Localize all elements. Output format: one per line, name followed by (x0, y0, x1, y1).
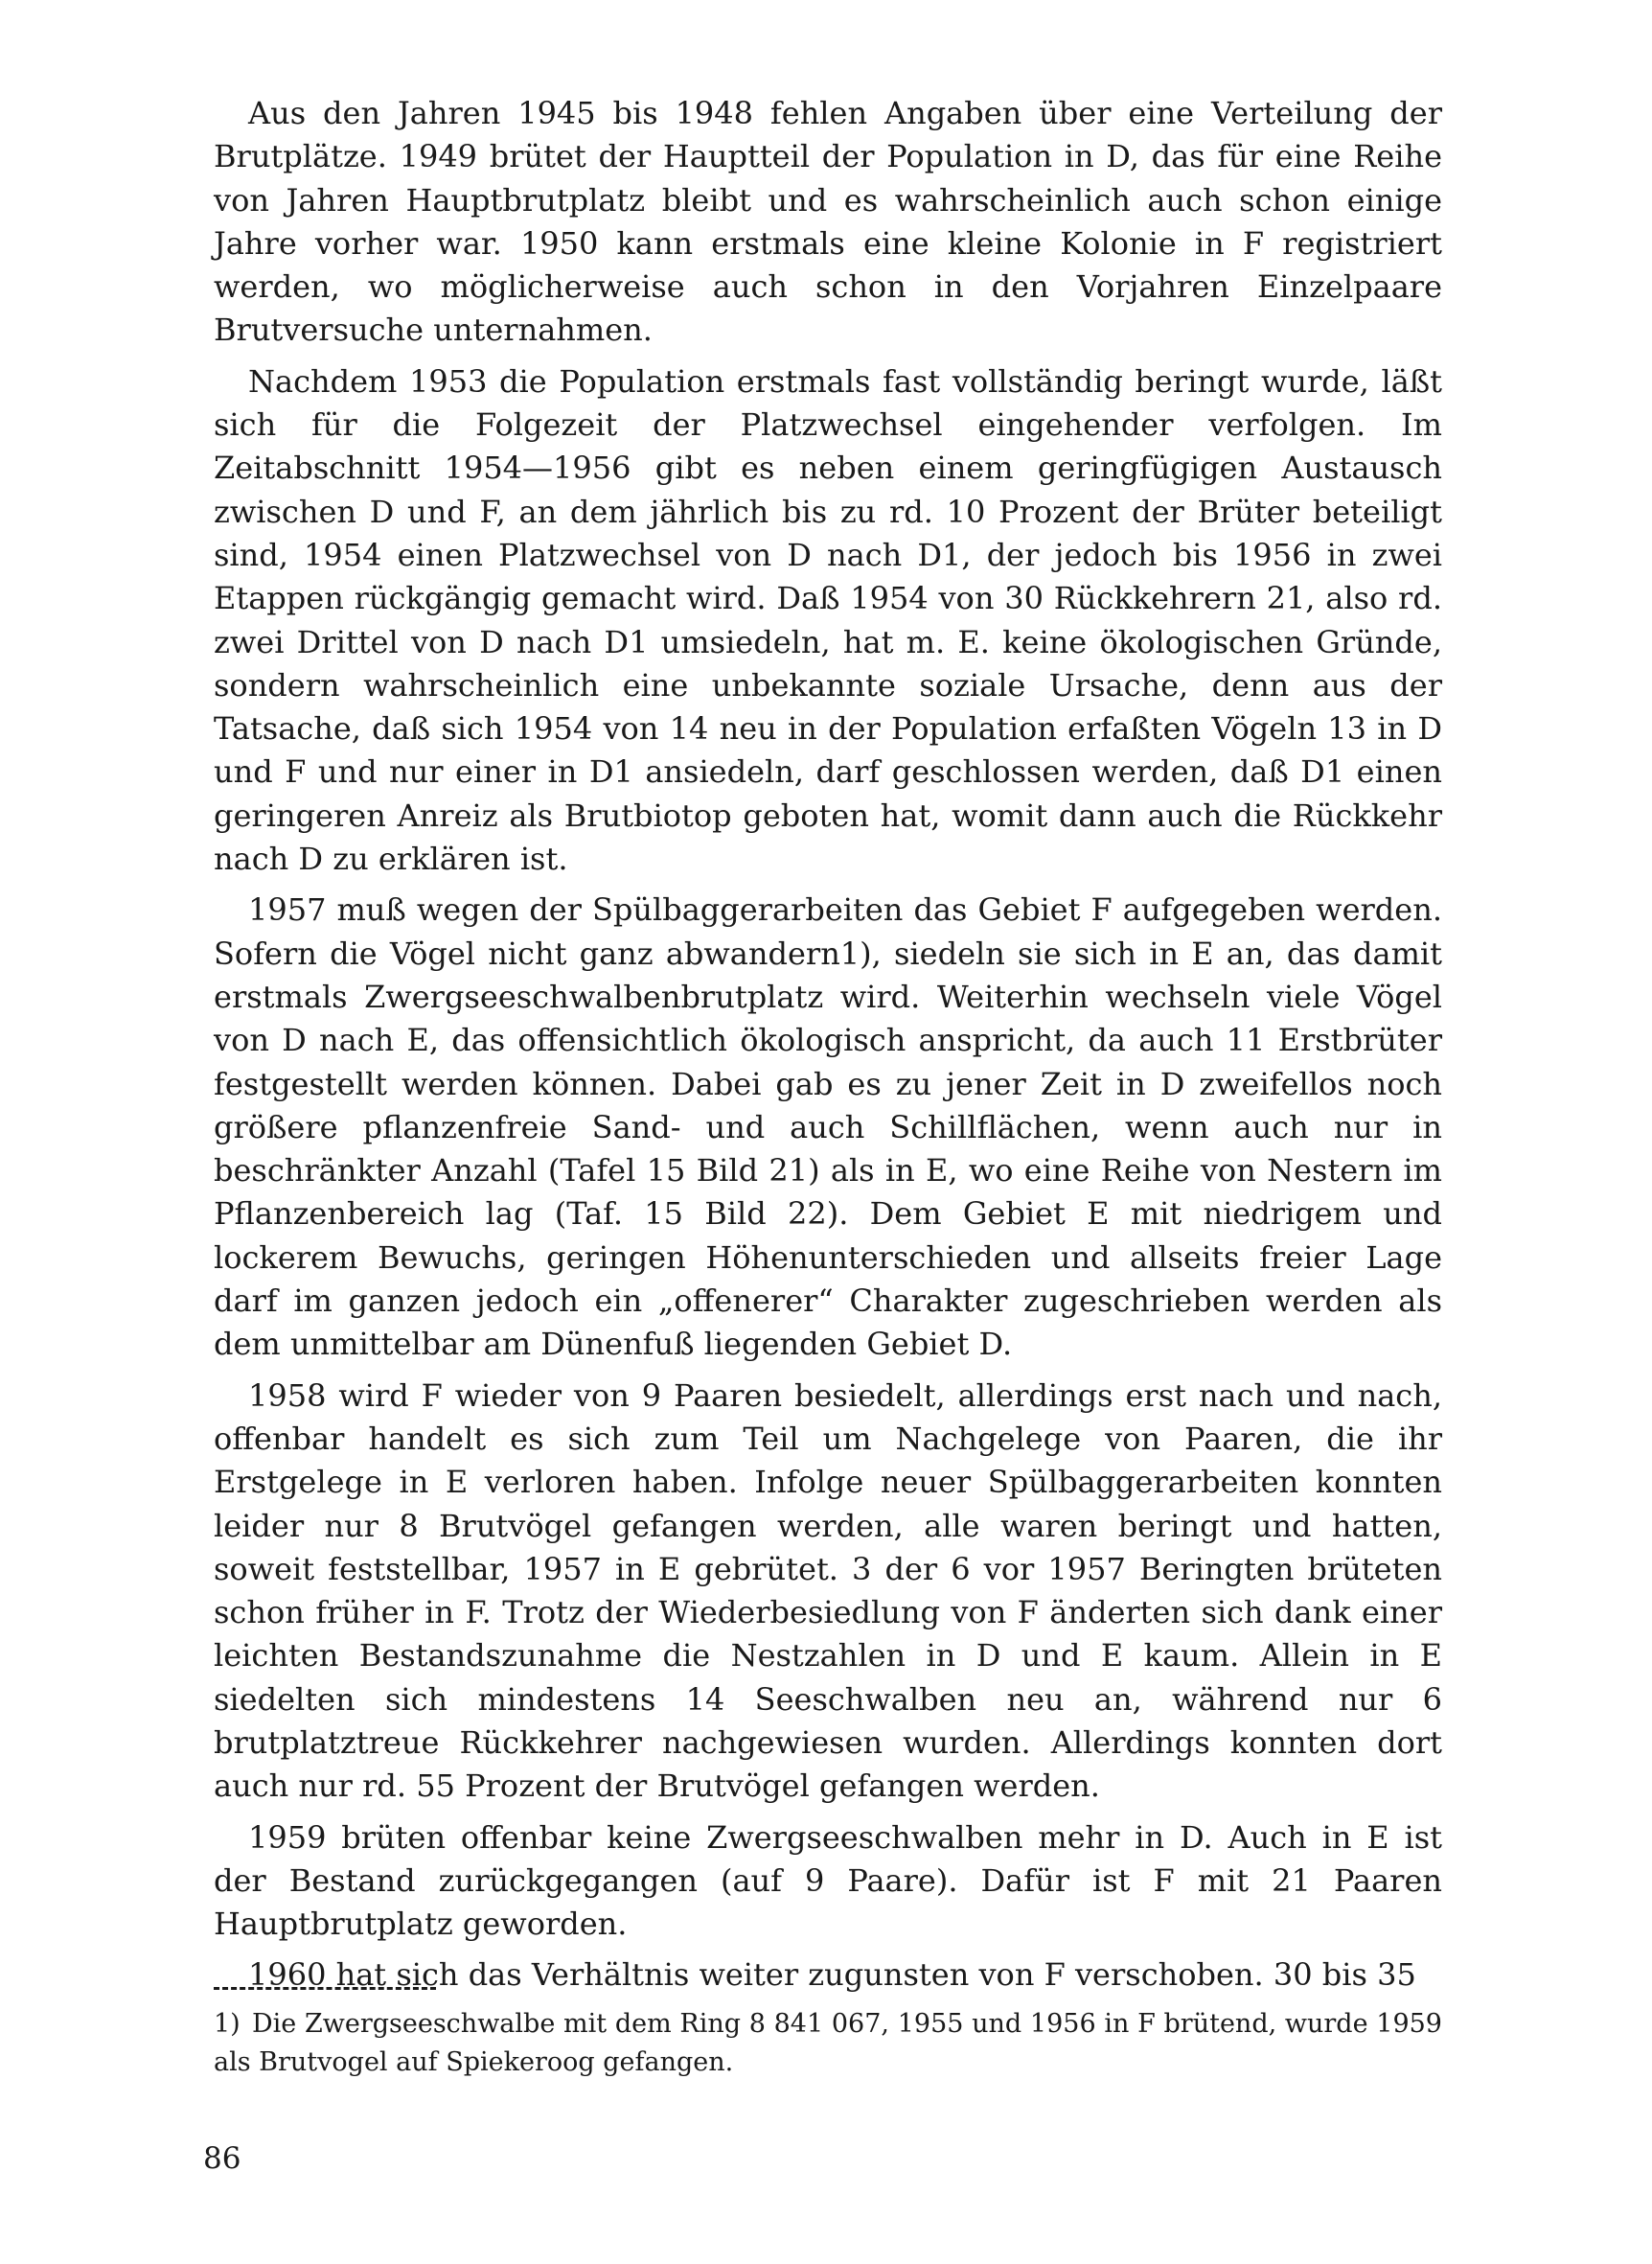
paragraph-3: 1957 muß wegen der Spülbaggerarbeiten das Gebiet F aufgegeben werden. Sofern die Vögel nicht ganz abwandern1), siedeln sie sich in E an, das damit erstmals Zwergseeschwalbenbrutplatz wird. Weiterhin wechseln viele Vögel von D nach E, das offensichtlich ökologisch anspricht, da auch 11 Erstbrüter festgestellt werden können. Dabei gab es zu jener Zeit in D zweifellos noch größere pflanzenfreie Sand- und auch Schillflächen, wenn auch nur in beschränkter Anzahl (Tafel 15 Bild 21) als in E, wo eine Reihe von Nestern im Pflanzenbereich lag (Taf. 15 Bild 22). Dem Gebiet E mit niedrigem und lockerem Bewuchs, geringen Höhenunterschieden und allseits freier Lage darf im ganzen jedoch ein „offenerer“ Charakter zugeschrieben werden als dem unmittelbar am Dünenfuß liegenden Gebiet D. (214, 891, 1442, 1363)
body-text (214, 92, 1442, 1998)
paragraph-1: Aus den Jahren 1945 bis 1948 fehlen Angaben über eine Verteilung der Brutplätze. 1949 brütet der Hauptteil der Population in D, das für eine Reihe von Jahren Hauptbrutplatz bleibt und es wahrscheinlich auch schon einige Jahre vorher war. 1950 kann erstmals eine kleine Kolonie in F registriert werden, wo möglicherweise auch schon in den Vorjahren Einzelpaare Brutversuche unternahmen. (214, 95, 1442, 349)
footnote-separator (214, 1987, 436, 1990)
paragraph-4: 1958 wird F wieder von 9 Paaren besiedelt, allerdings erst nach und nach, offenbar handelt es sich zum Teil um Nachgelege von Paaren, die ihr Erstgelege in E verloren haben. Infolge neuer Spülbaggerarbeiten konnten leider nur 8 Brutvögel gefangen werden, alle waren beringt und hatten, soweit feststellbar, 1957 in E gebrütet. 3 der 6 vor 1957 Beringten brüteten schon früher in F. Trotz der Wiederbesiedlung von F änderten sich dank einer leichten Bestandszunahme die Nestzahlen in D und E kaum. Allein in E siedelten sich mindestens 14 Seeschwalben neu an, während nur 6 brutplatztreue Rückkehrer nachgewiesen wurden. Allerdings konnten dort auch nur rd. 55 Prozent der Brutvögel gefangen werden. (214, 1376, 1442, 1805)
footnote-text: Die Zwergseeschwalbe mit dem Ring 8 841 067, 1955 und 1956 in F brütend, wurde 1959 als Brutvogel auf Spiekeroog gefangen. (214, 2009, 1442, 2077)
footnote (214, 2005, 1442, 2082)
paragraph-2: Nachdem 1953 die Population erstmals fast vollständig beringt wurde, läßt sich für die Folgezeit der Platzwechsel eingehender verfolgen. Im Zeitabschnitt 1954—1956 gibt es neben einem geringfügigen Austausch zwischen D und F, an dem jährlich bis zu rd. 10 Prozent der Brüter beteiligt sind, 1954 einen Platzwechsel von D nach D1, der jedoch bis 1956 in zwei Etappen rückgängig gemacht wird. Daß 1954 von 30 Rückkehrern 21, also rd. zwei Drittel von D nach D1 umsiedeln, hat m. E. keine ökologischen Gründe, sondern wahrscheinlich eine unbekannte soziale Ursache, denn aus der Tatsache, daß sich 1954 von 14 neu in der Population erfaßten Vögeln 13 in D und F und nur einer in D1 ansiedeln, darf geschlossen werden, daß D1 einen geringeren Anreiz als Brutbiotop geboten hat, womit dann auch die Rückkehr nach D zu erklären ist. (214, 362, 1442, 878)
footnote-mark: 1) (214, 2009, 241, 2039)
page-number: 86 (203, 2141, 241, 2176)
paragraph-6: 1960 hat sich das Verhältnis weiter zugunsten von F verschoben. 30 bis 35 (248, 1956, 1416, 1994)
paragraph-5: 1959 brüten offenbar keine Zwergseeschwalben mehr in D. Auch in E ist der Bestand zurückgegangen (auf 9 Paare). Dafür ist F mit 21 Paaren Hauptbrutplatz geworden. (214, 1818, 1442, 1943)
